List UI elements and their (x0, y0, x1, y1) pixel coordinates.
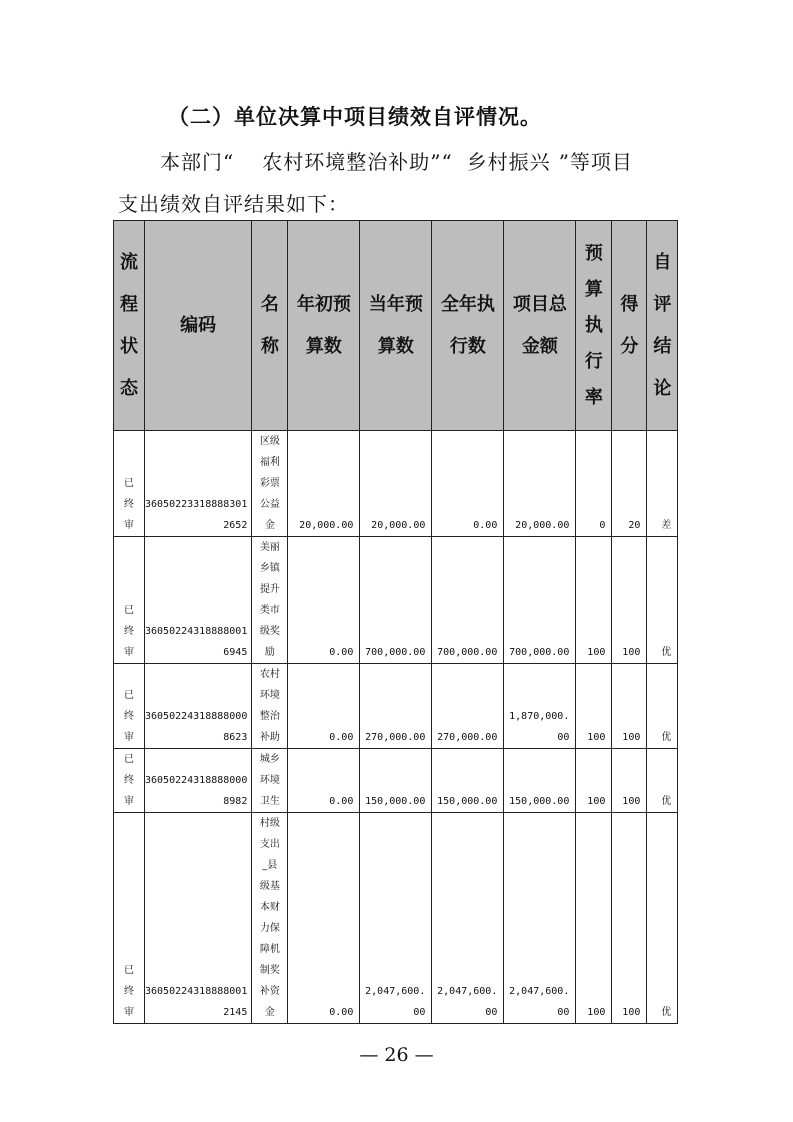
header-current-budget (360, 221, 432, 431)
cell-annual-exec-line: 00 (485, 1007, 498, 1018)
header-char: 全年执 (440, 293, 495, 315)
header-char: 年初预 (296, 293, 351, 315)
cell-status-line: 已 (124, 965, 134, 976)
table-row (114, 749, 678, 813)
cell-code-line: 36050224318888000 (145, 711, 248, 722)
cell-conclusion: 优 (647, 664, 678, 749)
cell-name (252, 537, 288, 664)
cell-annual-exec (432, 431, 504, 537)
cell-exec-rate: 100 (576, 813, 612, 1024)
cell-total-amount (504, 664, 576, 749)
cell-conclusion: 优 (647, 749, 678, 813)
cell-total-amount-line: 700,000.00 (509, 647, 570, 658)
header-char: 程 (120, 293, 138, 315)
cell-initial-budget (288, 537, 360, 664)
cell-name-line: 制奖 (259, 965, 280, 976)
cell-initial-budget (288, 431, 360, 537)
intro-line-1 (160, 146, 633, 175)
cell-initial-budget (288, 749, 360, 813)
cell-initial-budget-line: 0.00 (329, 647, 354, 658)
cell-initial-budget-line: 0.00 (329, 1007, 354, 1018)
cell-initial-budget-line: 20,000.00 (299, 520, 354, 531)
cell-annual-exec (432, 813, 504, 1024)
cell-current-budget (360, 431, 432, 537)
cell-status (114, 431, 145, 537)
cell-initial-budget-line: 0.00 (329, 732, 354, 743)
cell-name-line: 乡镇 (259, 563, 280, 574)
cell-name (252, 664, 288, 749)
header-score (612, 221, 647, 431)
cell-status-line: 已 (124, 605, 134, 616)
section-heading: （二）单位决算中项目绩效自评情况。 (168, 105, 542, 129)
cell-name-line: 城乡 (259, 754, 280, 765)
cell-status-line: 终 (124, 626, 134, 637)
cell-name-line: 补资 (259, 986, 280, 997)
header-char: 结 (653, 335, 672, 357)
cell-code-line: 2652 (223, 520, 248, 531)
cell-code (145, 664, 252, 749)
cell-current-budget-line: 2,047,600. (365, 986, 426, 997)
cell-code (145, 813, 252, 1024)
header-exec-rate (576, 221, 612, 431)
header-char: 预 (584, 242, 603, 264)
cell-status-line: 终 (124, 711, 134, 722)
cell-name-line: 区级 (259, 436, 280, 447)
cell-current-budget-line: 00 (413, 1007, 426, 1018)
cell-exec-rate: 0 (576, 431, 612, 537)
cell-annual-exec-line: 150,000.00 (437, 796, 498, 807)
cell-initial-budget (288, 664, 360, 749)
cell-annual-exec-line: 2,047,600. (437, 986, 498, 997)
cell-initial-budget-line: 0.00 (329, 796, 354, 807)
cell-code (145, 431, 252, 537)
cell-status-line: 已 (124, 754, 134, 765)
cell-status (114, 749, 145, 813)
header-char: 执 (584, 314, 603, 336)
cell-total-amount (504, 813, 576, 1024)
header-char: 率 (584, 386, 603, 408)
cell-code-line: 8982 (223, 796, 248, 807)
cell-name-line: 励 (264, 647, 275, 658)
cell-total-amount-line: 00 (557, 732, 570, 743)
header-char: 流 (120, 251, 138, 273)
cell-current-budget-line: 270,000.00 (365, 732, 426, 743)
cell-status-line: 终 (124, 986, 134, 997)
cell-code-line: 36050223318888301 (145, 499, 248, 510)
header-char: 得 (620, 293, 639, 315)
header-status (114, 221, 145, 431)
cell-current-budget-line: 150,000.00 (365, 796, 426, 807)
cell-conclusion: 差 (647, 431, 678, 537)
cell-name-line: 本财 (259, 902, 280, 913)
cell-annual-exec-line: 700,000.00 (437, 647, 498, 658)
cell-name (252, 431, 288, 537)
header-char: 名 (260, 293, 279, 315)
cell-total-amount (504, 537, 576, 664)
header-name (252, 221, 288, 431)
cell-score: 100 (612, 813, 647, 1024)
header-char: 评 (653, 293, 672, 315)
cell-current-budget (360, 749, 432, 813)
header-code: 编码 (145, 221, 252, 431)
header-char: 算数 (305, 335, 342, 357)
cell-status-line: 终 (124, 775, 134, 786)
cell-name-line: 村级 (259, 818, 280, 829)
cell-code (145, 749, 252, 813)
cell-name-line: 卫生 (259, 796, 280, 807)
table-row (114, 537, 678, 664)
cell-status (114, 813, 145, 1024)
cell-name-line: 整治 (259, 711, 280, 722)
cell-annual-exec (432, 537, 504, 664)
header-char: 算 (584, 278, 603, 300)
header-char: 行 (584, 350, 603, 372)
cell-name-line: 力保 (259, 923, 280, 934)
intro-part-b: 农村环境整治补助”“ (262, 150, 453, 174)
cell-name-line: 公益 (259, 499, 280, 510)
cell-code-line: 36050224318888001 (145, 986, 248, 997)
cell-total-amount-line: 150,000.00 (509, 796, 570, 807)
cell-code-line: 36050224318888000 (145, 775, 248, 786)
header-char: 称 (260, 335, 279, 357)
header-char: 当年预 (368, 293, 423, 315)
page-number: — 26 — (359, 1044, 434, 1066)
cell-total-amount-line: 20,000.00 (515, 520, 570, 531)
header-initial-budget (288, 221, 360, 431)
header-conclusion (647, 221, 678, 431)
cell-score: 20 (612, 431, 647, 537)
cell-initial-budget (288, 813, 360, 1024)
header-char: 状 (120, 335, 138, 357)
table-row (114, 431, 678, 537)
cell-status-line: 已 (124, 478, 134, 489)
cell-current-budget (360, 813, 432, 1024)
cell-code-line: 8623 (223, 732, 248, 743)
cell-name-line: 环境 (259, 775, 280, 786)
cell-status-line: 已 (124, 690, 134, 701)
cell-name-line: 提升 (259, 584, 280, 595)
cell-name-line: 支出 (259, 839, 280, 850)
cell-total-amount-line: 00 (557, 1007, 570, 1018)
cell-annual-exec-line: 0.00 (473, 520, 498, 531)
cell-code (145, 537, 252, 664)
cell-status-line: 审 (124, 732, 134, 743)
cell-code-line: 6945 (223, 647, 248, 658)
cell-score: 100 (612, 664, 647, 749)
cell-status (114, 537, 145, 664)
header-char: 项目总 (512, 293, 567, 315)
cell-name-line: 彩票 (259, 478, 280, 489)
cell-name-line: _县 (262, 860, 278, 871)
cell-name-line: 金 (264, 520, 275, 531)
cell-name-line: 金 (264, 1007, 275, 1018)
header-char: 金额 (521, 335, 558, 357)
intro-part-d: ”等项目 (558, 150, 633, 174)
cell-conclusion: 优 (647, 537, 678, 664)
cell-name (252, 749, 288, 813)
cell-name (252, 813, 288, 1024)
cell-current-budget (360, 664, 432, 749)
cell-total-amount-line: 2,047,600. (509, 986, 570, 997)
header-char: 态 (120, 377, 138, 399)
cell-name-line: 美丽 (259, 542, 280, 553)
intro-part-c: 乡村振兴 (466, 150, 551, 174)
cell-conclusion: 优 (647, 813, 678, 1024)
cell-status-line: 终 (124, 499, 134, 510)
cell-annual-exec (432, 664, 504, 749)
cell-status-line: 审 (124, 520, 134, 531)
cell-exec-rate: 100 (576, 664, 612, 749)
table-row (114, 813, 678, 1024)
cell-total-amount (504, 431, 576, 537)
cell-code-line: 36050224318888001 (145, 626, 248, 637)
cell-code-line: 2145 (223, 1007, 248, 1018)
cell-current-budget-line: 20,000.00 (371, 520, 426, 531)
cell-annual-exec-line: 270,000.00 (437, 732, 498, 743)
cell-status-line: 审 (124, 796, 134, 807)
cell-name-line: 环境 (259, 690, 280, 701)
cell-score: 100 (612, 749, 647, 813)
intro-part-a: 本部门“ (160, 150, 235, 174)
cell-name-line: 障机 (259, 944, 280, 955)
cell-status (114, 664, 145, 749)
cell-score: 100 (612, 537, 647, 664)
header-annual-exec (432, 221, 504, 431)
header-char: 自 (653, 251, 672, 273)
cell-name-line: 福利 (259, 457, 280, 468)
cell-annual-exec (432, 749, 504, 813)
cell-current-budget-line: 700,000.00 (365, 647, 426, 658)
intro-line-2: 支出绩效自评结果如下： (118, 192, 349, 216)
cell-name-line: 农村 (259, 669, 280, 680)
cell-current-budget (360, 537, 432, 664)
cell-name-line: 类市 (259, 605, 280, 616)
cell-status-line: 审 (124, 647, 134, 658)
table-header-row (114, 221, 678, 431)
header-char: 算数 (377, 335, 414, 357)
cell-name-line: 补助 (259, 732, 280, 743)
cell-name-line: 级基 (259, 881, 280, 892)
performance-table (113, 220, 678, 1024)
table-row (114, 664, 678, 749)
header-char: 行数 (449, 335, 486, 357)
cell-total-amount-line: 1,870,000. (509, 711, 570, 722)
header-char: 分 (620, 335, 639, 357)
cell-total-amount (504, 749, 576, 813)
header-char: 论 (653, 377, 672, 399)
cell-exec-rate: 100 (576, 537, 612, 664)
cell-exec-rate: 100 (576, 749, 612, 813)
cell-name-line: 级奖 (259, 626, 280, 637)
header-total-amount (504, 221, 576, 431)
cell-status-line: 审 (124, 1007, 134, 1018)
